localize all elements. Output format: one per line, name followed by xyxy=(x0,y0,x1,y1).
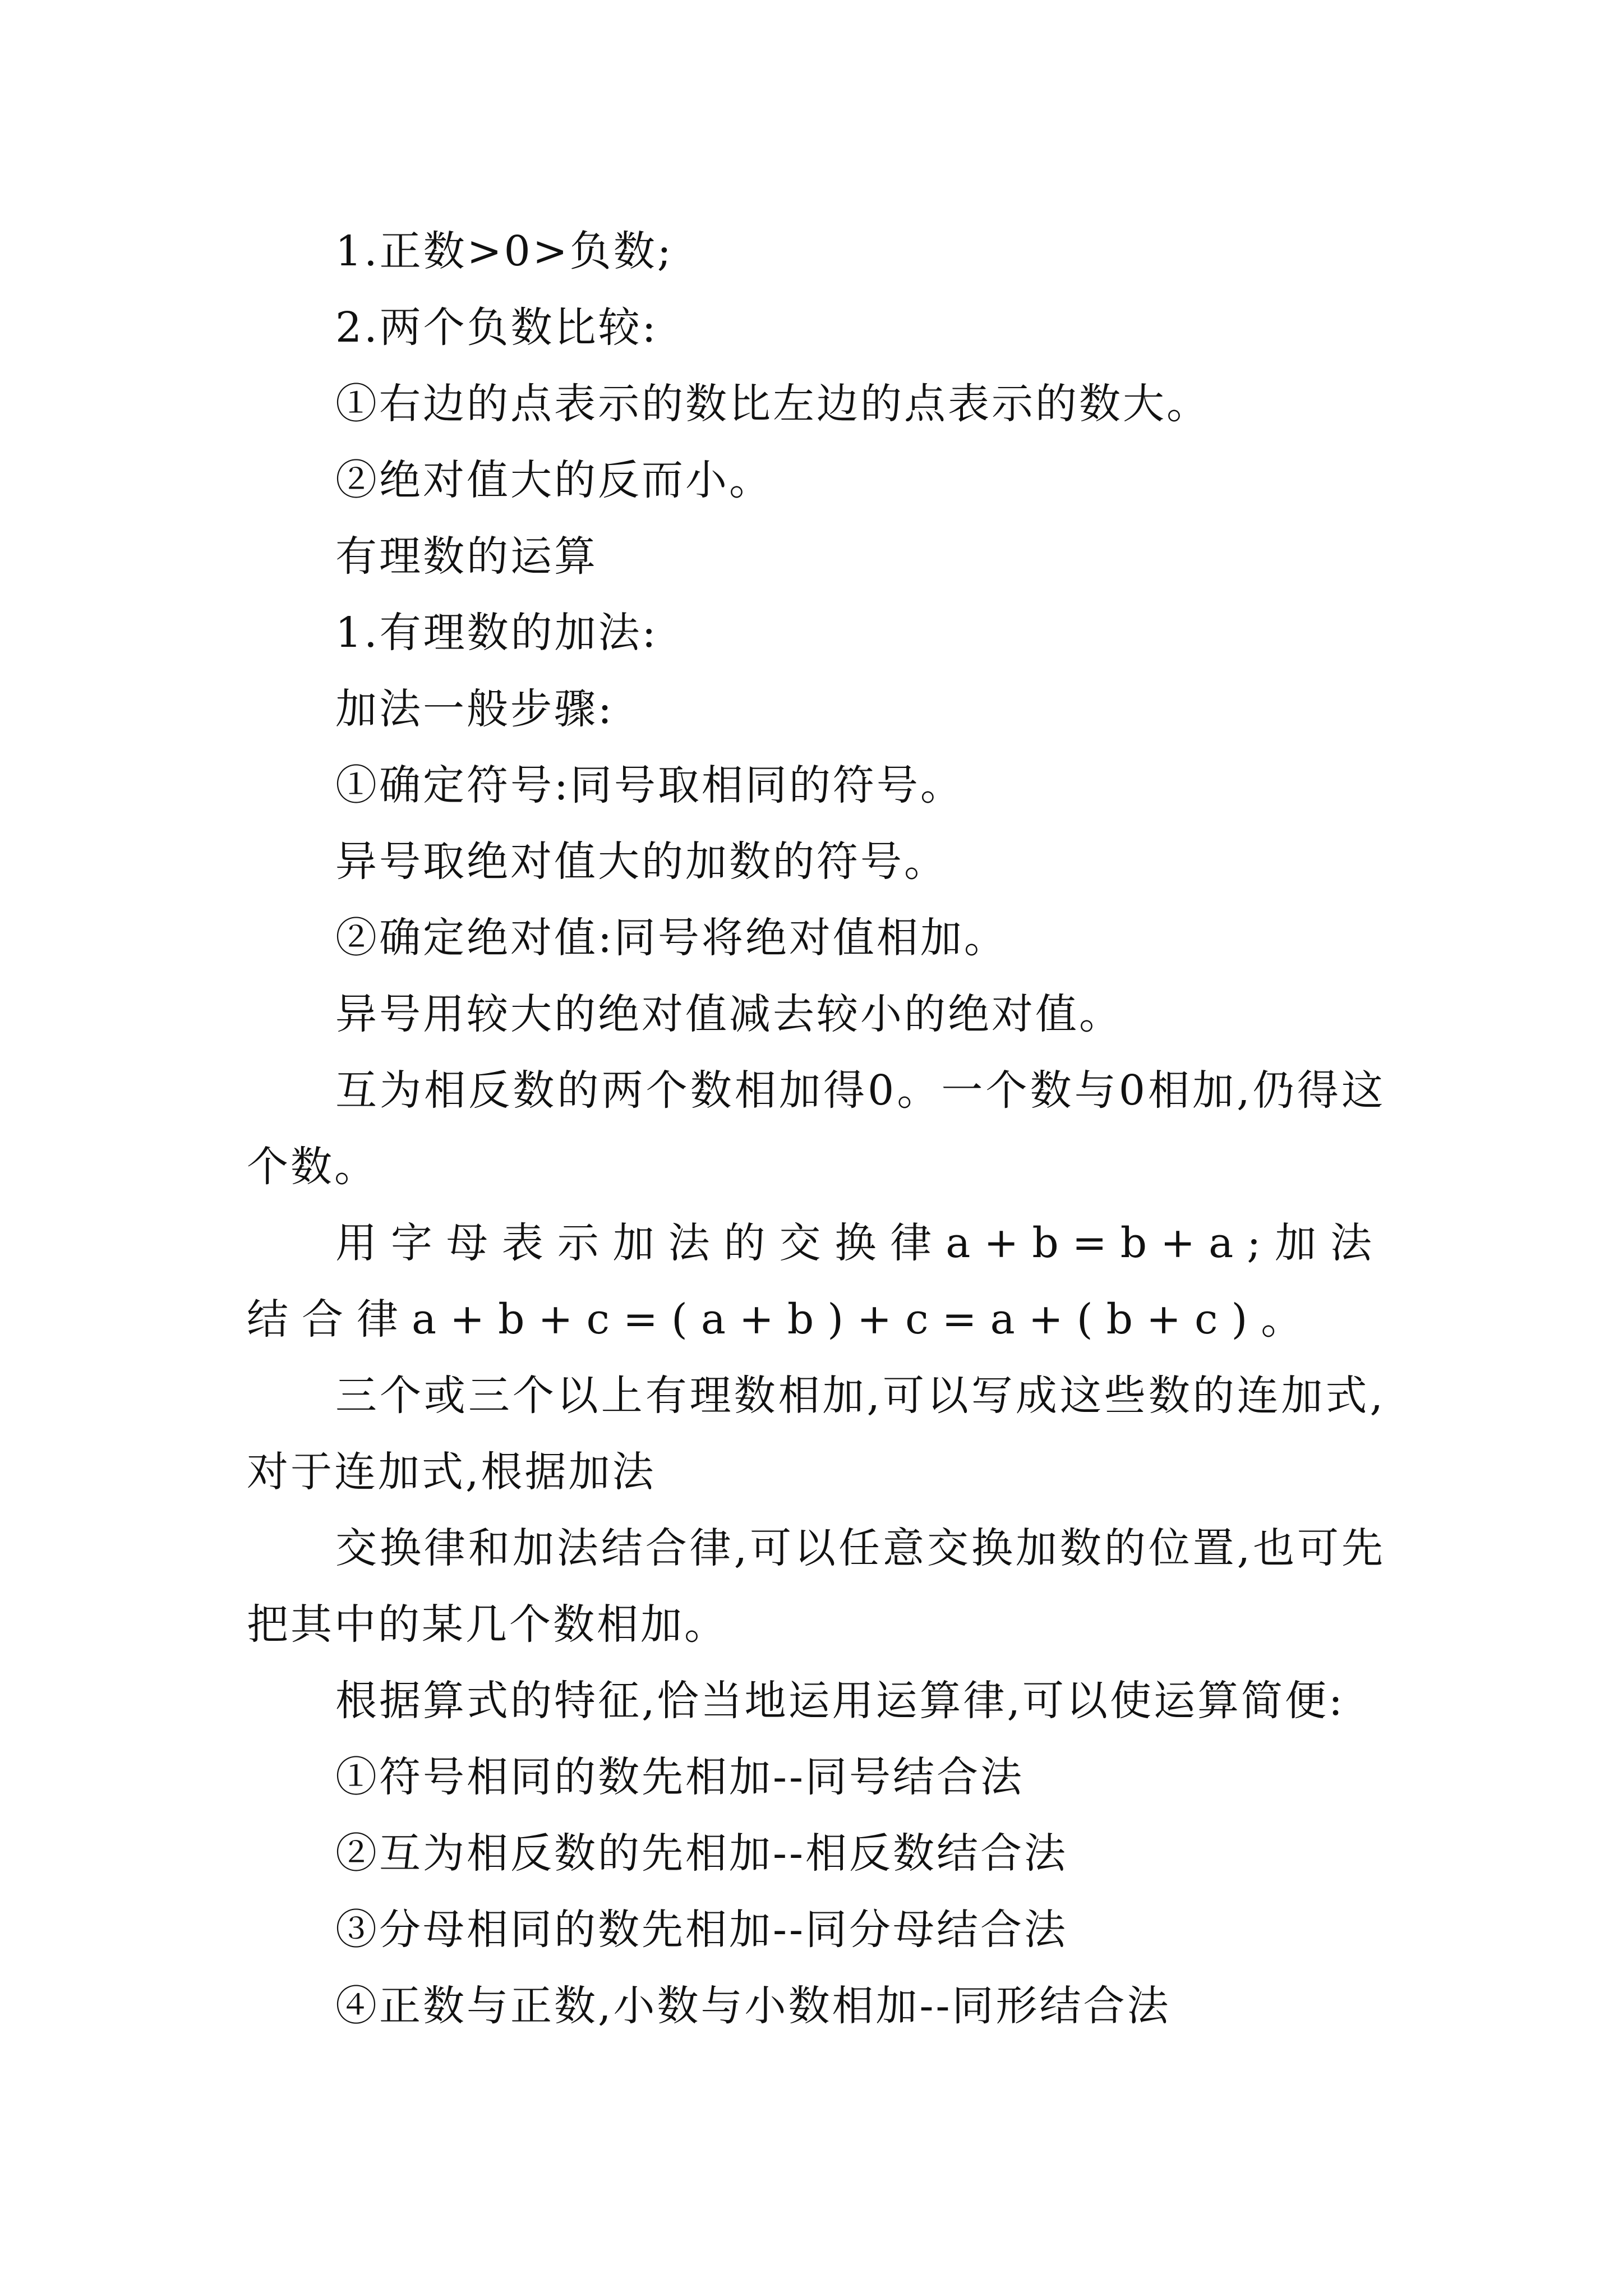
paragraph: ④正数与正数,小数与小数相加--同形结合法 xyxy=(335,1982,1171,2030)
paragraph: ②确定绝对值:同号将绝对值相加。 xyxy=(335,914,1008,962)
paragraph: 根据算式的特征,恰当地运用运算律,可以使运算简便: xyxy=(335,1677,1345,1725)
paragraph: ②互为相反数的先相加--相反数结合法 xyxy=(335,1829,1068,1878)
paragraph: 异号用较大的绝对值减去较小的绝对值。 xyxy=(335,990,1123,1038)
paragraph: 2.两个负数比较: xyxy=(335,303,658,352)
paragraph: 交换律和加法结合律,可以任意交换加数的位置,也可先把其中的某几个数相加。 xyxy=(247,1524,1385,1649)
paragraph: 1.正数>0>负数; xyxy=(335,227,674,275)
paragraph: ③分母相同的数先相加--同分母结合法 xyxy=(335,1906,1068,1954)
paragraph: ①右边的点表示的数比左边的点表示的数大。 xyxy=(335,380,1210,428)
paragraph: 三个或三个以上有理数相加,可以写成这些数的连加式,对于连加式,根据加法 xyxy=(247,1372,1385,1496)
document-body xyxy=(247,213,1385,2044)
section-heading: 有理数的运算 xyxy=(335,532,598,581)
paragraph: 加法一般步骤: xyxy=(335,685,614,733)
paragraph: ②绝对值大的反而小。 xyxy=(335,456,773,504)
paragraph: ①确定符号:同号取相同的符号。 xyxy=(335,761,964,809)
paragraph: ①符号相同的数先相加--同号结合法 xyxy=(335,1753,1025,1801)
paragraph: 互为相反数的两个数相加得0。一个数与0相加,仍得这个数。 xyxy=(247,1066,1385,1191)
paragraph: 1.有理数的加法: xyxy=(335,609,658,657)
paragraph: 异号取绝对值大的加数的符号。 xyxy=(335,838,948,886)
paragraph: 用字母表示加法的交换律a+b=b+a;加法结合律a+b+c=(a+b)+c=a+(b+c)。 xyxy=(247,1219,1385,1343)
